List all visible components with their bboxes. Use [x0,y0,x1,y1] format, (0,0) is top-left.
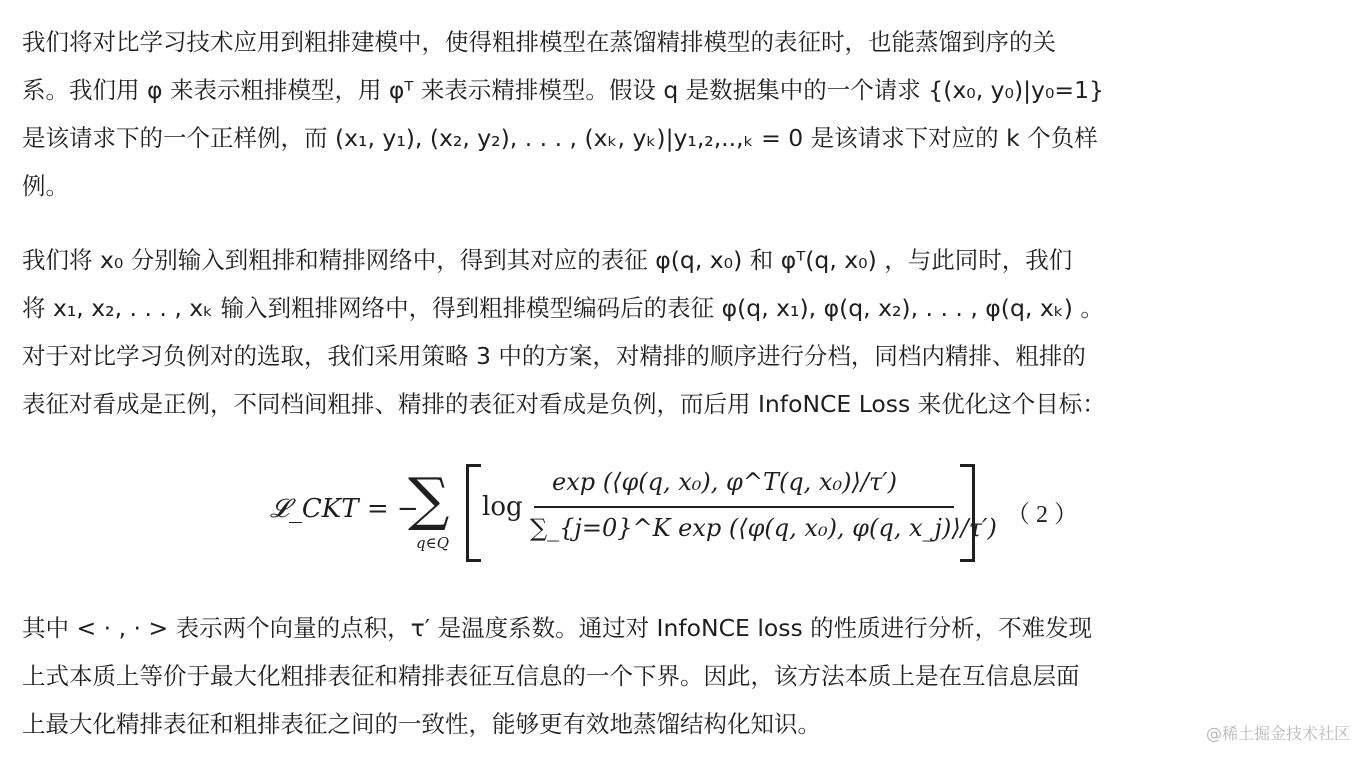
paragraph-2-line-4: 表征对看成是正例，不同档间粗排、精排的表征对看成是负例，而后用 InfoNCE Loss 来优化这个目标： [22,390,1106,418]
left-bracket [466,464,481,562]
paragraph-3 [22,604,1348,748]
equation-number: （ 2 ） [1006,502,1078,528]
log-operator: log [482,492,523,522]
paragraph-3-line-3: 上最大化精排表征和粗排表征之间的一致性，能够更有效地蒸馏结构化知识。 [22,710,821,738]
paragraph-1-line-2: 系。我们用 φ 来表示粗排模型，用 φᵀ 来表示精排模型。假设 q 是数据集中的一个请求 {(x₀, y₀)|y₀=1} [22,76,1104,104]
sum-subscript: q∈Q [416,534,450,552]
paragraph-2-line-3: 对于对比学习负例对的选取，我们采用策略 3 中的方案，对精排的顺序进行分档，同档内精排、粗排的 [22,342,1086,370]
fraction-denominator: ∑_{j=0}^K exp (⟨φ(q, x₀), φ(q, x_j)⟩/τ′) [530,514,997,542]
paragraph-1-line-3: 是该请求下的一个正样例，而 (x₁, y₁), (x₂, y₂), . . . , (xₖ, yₖ)|y₁,₂,..,ₖ = 0 是该请求下对应的 k 个负样 [22,124,1098,152]
sum-symbol: ∑ [408,465,450,533]
paragraph-2 [22,236,1348,428]
infonce-formula [270,462,1090,562]
paragraph-1-line-1: 我们将对比学习技术应用到粗排建模中，使得粗排模型在蒸馏精排模型的表征时，也能蒸馏到序的关 [22,28,1056,56]
fraction-bar [534,506,954,508]
site-watermark: @稀土掘金技术社区 [1205,724,1350,743]
paragraph-2-line-1: 我们将 x₀ 分别输入到粗排和精排网络中，得到其对应的表征 φ(q, x₀) 和 φᵀ(q, x₀) ，与此同时，我们 [22,246,1073,274]
document-body [22,18,1348,428]
paragraph-3-line-1: 其中 < · , · > 表示两个向量的点积，τ′ 是温度系数。通过对 InfoNCE loss 的性质进行分析，不难发现 [22,614,1093,642]
paragraph-1-line-4: 例。 [22,172,69,200]
right-bracket [960,464,975,562]
fraction-numerator: exp (⟨φ(q, x₀), φ^T(q, x₀)⟩/τ′) [552,468,897,496]
paragraph-3-line-2: 上式本质上等价于最大化粗排表征和精排表征互信息的一个下界。因此，该方法本质上是在互信息层面 [22,662,1080,690]
paragraph-1 [22,18,1348,210]
formula-lhs: 𝓛_CKT = − [270,494,419,524]
paragraph-2-line-2: 将 x₁, x₂, . . . , xₖ 输入到粗排网络中，得到粗排模型编码后的表征 φ(q, x₁), φ(q, x₂), . . . , φ(q, xₖ) 。 [22,294,1104,322]
